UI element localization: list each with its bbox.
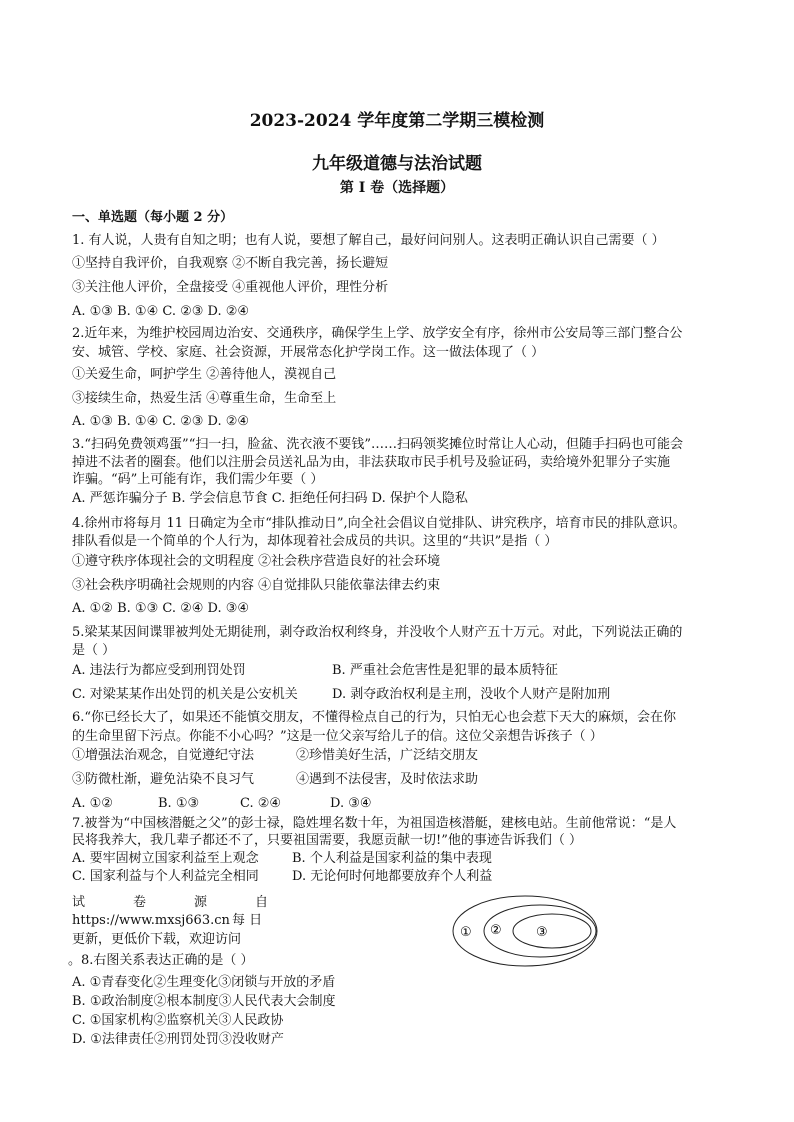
q6-statement-2: ②珍惜美好生活，广泛结交朋友 <box>296 748 479 763</box>
exam-title: 2023-2024 学年度第二学期三模检测 <box>249 111 545 131</box>
q3-stem-line-2: 掉进不法者的圈套。他们以注册会员送礼品为由，非法获取市民手机号及验证码，卖给境外犯罪分子实施 <box>72 455 671 470</box>
q6-option-b: B. ①③ <box>158 796 200 811</box>
q7-stem-line-2: 民将我养大，我几辈子都还不了，只要祖国需要，我愿贡献一切!”他的事迹告诉我们（ ） <box>72 833 583 848</box>
q6-option-d: D. ③④ <box>330 796 372 811</box>
watermark-char-3: 源 <box>193 895 207 910</box>
watermark-char-4: 自 <box>254 895 268 910</box>
q8-option-c: C. ①国家机构②监察机关③人民政协 <box>72 1013 284 1028</box>
q4-stem-line-2: 排队看似是一个简单的个人行为，却体现着社会成员的共识。这里的“共识”是指（ ） <box>72 534 558 549</box>
q6-statement-4: ④遇到不法侵害，及时依法求助 <box>296 772 479 787</box>
q8-option-a: A. ①青春变化②生理变化③闭锁与开放的矛盾 <box>72 975 336 990</box>
watermark-daily: 每 日 <box>232 913 263 928</box>
watermark-char-2: 卷 <box>132 895 146 910</box>
inner-ellipse <box>513 914 591 948</box>
q2-statements-1: ①关爱生命，呵护学生 ②善待他人，漠视自己 <box>72 367 337 382</box>
q7-option-b: B. 个人利益是国家利益的集中表现 <box>292 851 492 866</box>
q1-statements-1: ①坚持自我评价，自我观察 ②不断自我完善，扬长避短 <box>72 256 389 271</box>
q3-stem-line-3: 诈骗。“码”上可能有诈，我们需少年要（ ） <box>72 472 324 487</box>
watermark-line-1 <box>72 895 268 911</box>
q4-options: A. ①② B. ①③ C. ②④ D. ③④ <box>72 601 250 616</box>
q5-stem-line-2: 是（ ） <box>72 643 116 658</box>
q2-stem-line-2: 安、城管、学校、家庭、社会资源，开展常态化护学岗工作。这一做法体现了（ ） <box>72 345 545 360</box>
q5-option-d: D. 剥夺政治权利是主刑，没收个人财产是附加刑 <box>332 687 611 702</box>
diagram-label-1: ① <box>460 925 472 940</box>
watermark-url[interactable]: https://www.mxsj663.cn <box>72 913 230 928</box>
q7-option-d: D. 无论何时何地都要放弃个人利益 <box>292 869 493 884</box>
q6-stem-line-2: 的生命里留下污点。你能不小心吗？”这是一位父亲写给儿子的信。这位父亲想告诉孩子（ ） <box>72 729 603 744</box>
volume-heading: 第 I 卷（选择题） <box>339 180 455 196</box>
q7-option-a: A. 要牢固树立国家利益至上观念 <box>72 851 259 866</box>
q2-stem-line-1: 2.近年来，为维护校园周边治安、交通秩序，确保学生上学、放学安全有序，徐州市公安局等三部门整合公 <box>72 326 683 341</box>
q7-stem-line-1: 7.被誉为“中国核潜艇之父”的彭士禄，隐姓埋名数十年，为祖国造核潜艇，建核电站。生前他常说：“是人 <box>72 816 677 831</box>
q6-stem-line-1: 6.“你已经长大了，如果还不能慎交朋友，不懂得检点自己的行为，只怕无心也会惹下天大的麻烦，会在你 <box>72 710 677 725</box>
q1-options: A. ①③ B. ①④ C. ②③ D. ②④ <box>72 304 250 319</box>
q6-statement-1: ①增强法治观念，自觉遵纪守法 <box>72 748 255 763</box>
watermark-line-3: 更新，更低价下载，欢迎访问 <box>72 932 242 947</box>
q8-stem: 。8.右图关系表达正确的是（ ） <box>68 953 254 968</box>
section-heading: 一、单选题（每小题 2 分） <box>72 210 234 225</box>
q6-statement-3: ③防微杜渐，避免沾染不良习气 <box>72 772 255 787</box>
q1-stem: 1. 有人说，人贵有自知之明；也有人说，要想了解自己，最好问问别人。这表明正确认识自己需要（ ） <box>72 233 665 248</box>
q6-option-a: A. ①② <box>72 796 113 811</box>
q5-option-b: B. 严重社会危害性是犯罪的最本质特征 <box>332 663 558 678</box>
q4-statements-1: ①遵守秩序体现社会的文明程度 ②社会秩序营造良好的社会环境 <box>72 554 441 569</box>
diagram-label-3: ③ <box>536 925 548 940</box>
q8-option-d: D. ①法律责任②刑罚处罚③没收财产 <box>72 1032 284 1047</box>
q2-options: A. ①③ B. ①④ C. ②③ D. ②④ <box>72 414 250 429</box>
nested-ellipse-diagram <box>450 893 600 969</box>
watermark-line-2 <box>72 913 268 929</box>
q8-option-b: B. ①政治制度②根本制度③人民代表大会制度 <box>72 994 336 1009</box>
q2-statements-2: ③接续生命，热爱生活 ④尊重生命，生命至上 <box>72 391 337 406</box>
outer-ellipse <box>453 896 597 966</box>
q1-statements-2: ③关注他人评价，全盘接受 ④重视他人评价，理性分析 <box>72 280 389 295</box>
q6-option-c: C. ②④ <box>240 796 282 811</box>
q5-option-c: C. 对梁某某作出处罚的机关是公安机关 <box>72 687 298 702</box>
exam-subtitle: 九年级道德与法治试题 <box>312 154 482 174</box>
q5-stem-line-1: 5.梁某某因间谍罪被判处无期徒刑，剥夺政治权利终身，并没收个人财产五十万元。对此，下列说法正确的 <box>72 625 683 640</box>
watermark-char-1: 试 <box>72 895 86 910</box>
q4-statements-2: ③社会秩序明确社会规则的内容 ④自觉排队只能依靠法律去约束 <box>72 578 441 593</box>
diagram-label-2: ② <box>490 923 502 938</box>
q5-option-a: A. 违法行为都应受到刑罚处罚 <box>72 663 246 678</box>
q7-option-c: C. 国家利益与个人利益完全相同 <box>72 869 259 884</box>
q3-options: A. 严惩诈骗分子 B. 学会信息节食 C. 拒绝任何扫码 D. 保护个人隐私 <box>72 491 468 506</box>
q4-stem-line-1: 4.徐州市将每月 11 日确定为全市“排队推动日”,向全社会倡议自觉排队、讲究秩序，培育市民的排队意识。 <box>72 516 686 531</box>
q3-stem-line-1: 3.“扫码免费领鸡蛋”“扫一扫，脸盆、洗衣液不要钱”……扫码领奖摊位时常让人心动，但随手扫码也可能会 <box>72 437 683 452</box>
